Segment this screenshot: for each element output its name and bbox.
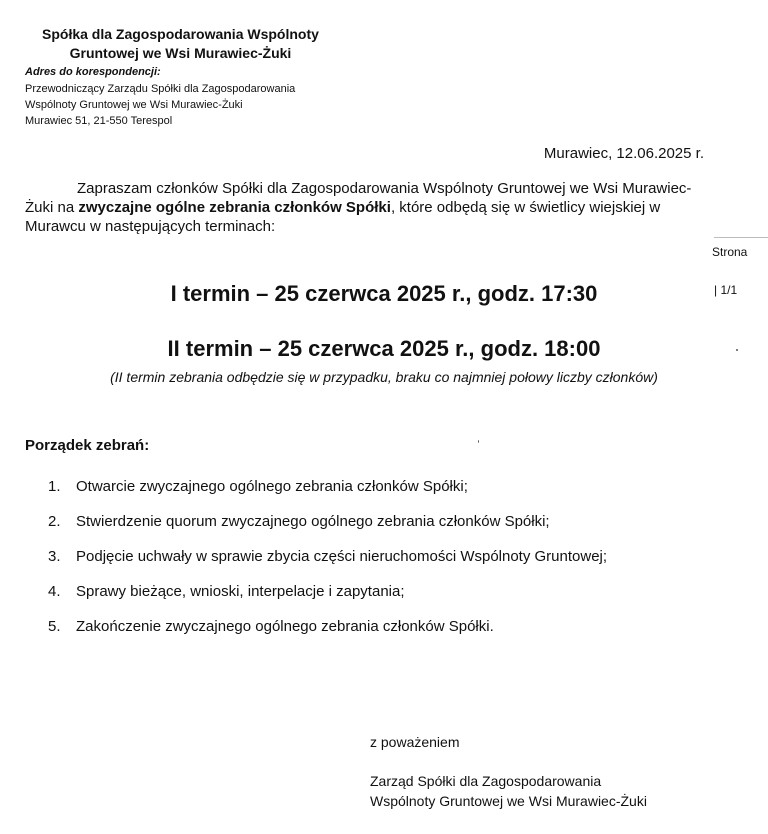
agenda-item-text: Stwierdzenie quorum zwyczajnego ogólnego zebrania członków Spółki;	[76, 513, 550, 530]
intro-paragraph	[25, 179, 719, 236]
intro-text-start: Zapraszam członków Spółki dla Zagospodarowania Wspólnoty Gruntowej we Wsi Murawiec-Żuki na	[25, 180, 692, 216]
agenda-item-text: Zakończenie zwyczajnego ogólnego zebrania członków Spółki.	[76, 618, 494, 635]
agenda-item	[48, 548, 607, 583]
signature-block	[370, 771, 647, 811]
organization-name-line: Spółka dla Zagospodarowania Wspólnoty	[42, 26, 319, 42]
agenda-item-text: Otwarcie zwyczajnego ogólnego zebrania członków Spółki;	[76, 478, 468, 495]
agenda-item-number: 4.	[48, 583, 61, 600]
agenda-item-number: 3.	[48, 548, 61, 565]
side-page-number: | 1/1	[714, 283, 738, 297]
agenda-item	[48, 513, 607, 548]
scan-speck	[478, 440, 479, 443]
intro-text-bold: zwyczajne ogólne zebrania członków Spółki	[78, 199, 391, 216]
address-line: Wspólnoty Gruntowej we Wsi Murawiec-Żuki	[25, 99, 243, 111]
agenda-item-number: 2.	[48, 513, 61, 530]
agenda-item	[48, 583, 607, 618]
side-divider	[714, 237, 768, 238]
second-term-note: (II termin zebrania odbędzie się w przypadku, braku co najmniej połowy liczby członków)	[110, 369, 658, 385]
agenda-item	[48, 618, 607, 653]
closing-salutation: z poważeniem	[370, 734, 460, 750]
signature-line: Wspólnoty Gruntowej we Wsi Murawiec-Żuki	[370, 793, 647, 809]
organization-name-line: Gruntowej we Wsi Murawiec-Żuki	[69, 45, 292, 61]
agenda-item-text: Podjęcie uchwały w sprawie zbycia części nieruchomości Wspólnoty Gruntowej;	[76, 548, 608, 565]
scan-speck	[736, 349, 738, 351]
first-term-heading: I termin – 25 czerwca 2025 r., godz. 17:30	[170, 281, 598, 306]
agenda-item-number: 1.	[48, 478, 61, 495]
side-page-label: Strona	[712, 245, 748, 259]
intro-text-end: , które odbędą się w świetlicy wiejskiej w Murawcu w następujących terminach:	[25, 199, 661, 235]
address-label: Adres do korespondencji:	[25, 66, 161, 78]
document-date: Murawiec, 12.06.2025 r.	[543, 145, 704, 162]
organization-name	[42, 25, 319, 63]
second-term-heading: II termin – 25 czerwca 2025 r., godz. 18:00	[167, 336, 601, 361]
agenda-title: Porządek zebrań:	[25, 437, 150, 454]
agenda-item	[48, 478, 607, 513]
address-line: Przewodniczący Zarządu Spółki dla Zagospodarowania	[25, 83, 296, 95]
agenda-item-number: 5.	[48, 618, 61, 635]
address-line: Murawiec 51, 21-550 Terespol	[25, 115, 173, 127]
agenda-item-text: Sprawy bieżące, wnioski, interpelacje i zapytania;	[76, 583, 405, 600]
signature-line: Zarząd Spółki dla Zagospodarowania	[370, 773, 602, 789]
agenda-list	[48, 478, 607, 653]
